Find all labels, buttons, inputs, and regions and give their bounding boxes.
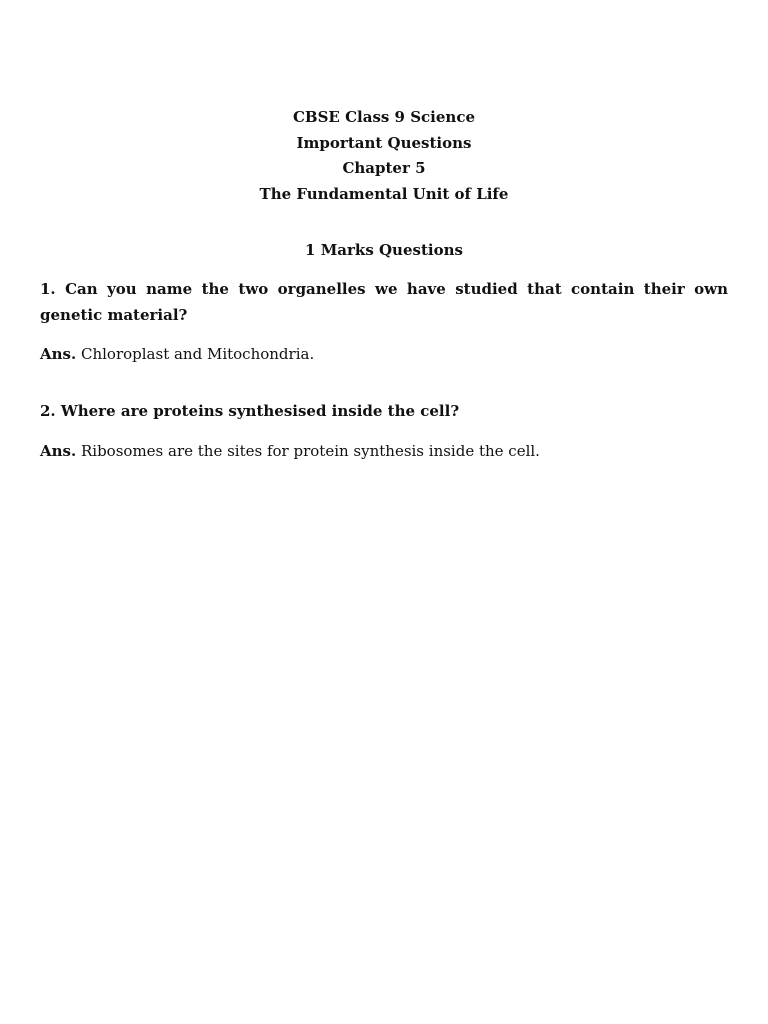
section-title: 1 Marks Questions (305, 241, 463, 259)
answer-body: Chloroplast and Mitochondria. (76, 345, 315, 363)
header-board-class: CBSE Class 9 Science (292, 108, 476, 126)
header-chapter: Chapter 5 (342, 159, 426, 177)
header-chapter-title: The Fundamental Unit of Life (259, 184, 509, 203)
question-block (40, 277, 728, 367)
answer-body: Ribosomes are the sites for protein synthesis inside the cell. (76, 441, 540, 460)
question-block (40, 399, 728, 464)
question-text: 1. Can you name the two organelles we have studied that contain their own genetic material? (40, 280, 728, 324)
question-text: 2. Where are proteins synthesised inside the cell? (40, 402, 460, 420)
answer-label: Ans. (40, 345, 77, 363)
answer-text (40, 439, 728, 464)
answer-text (40, 342, 728, 367)
header-subtitle: Important Questions (296, 133, 472, 152)
document-header (40, 105, 728, 207)
answer-label: Ans. (40, 441, 77, 460)
